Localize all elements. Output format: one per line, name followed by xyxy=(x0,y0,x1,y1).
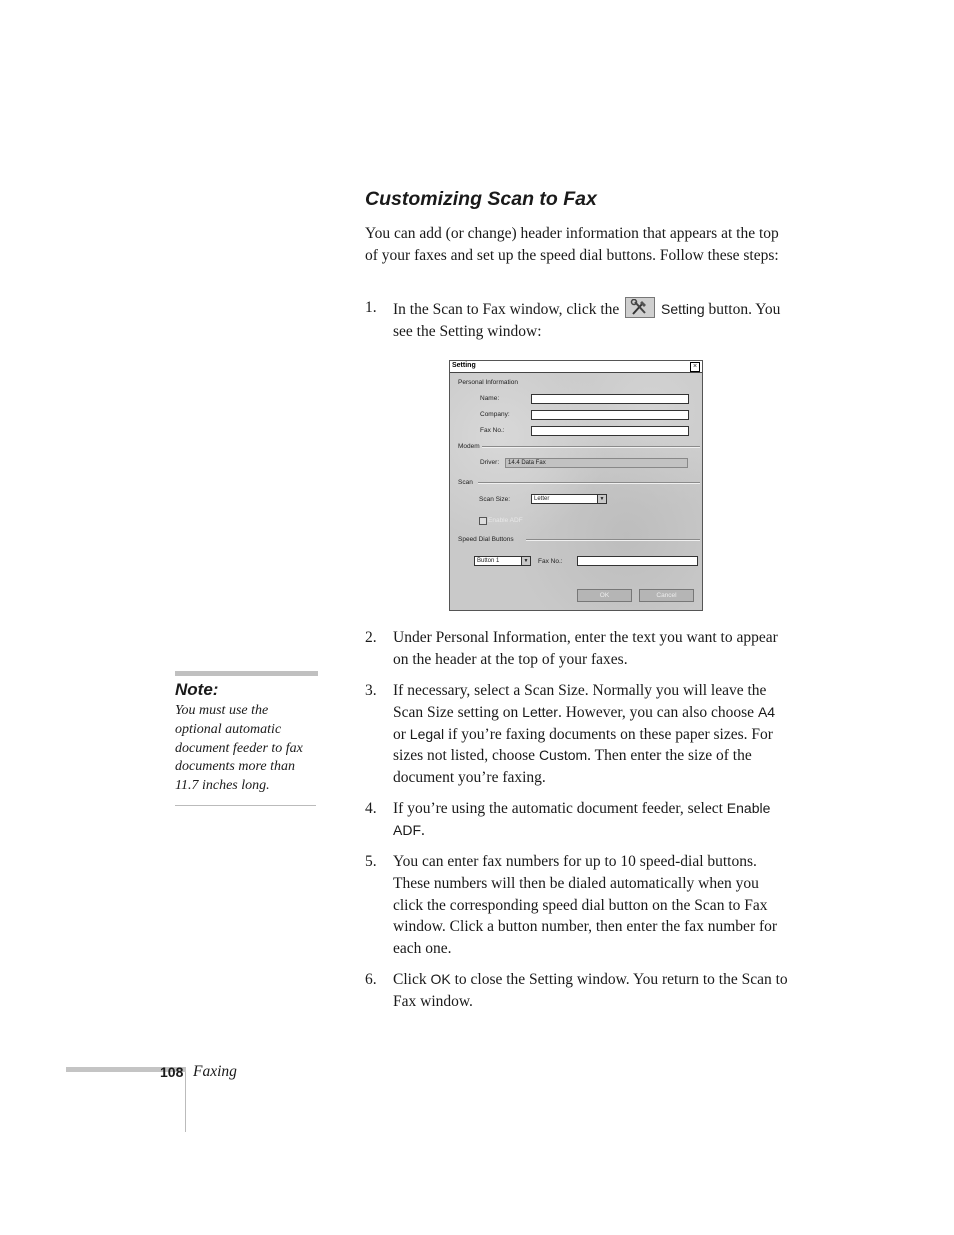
speed-fax-label: Fax No.: xyxy=(538,558,563,565)
dialog-title: Setting xyxy=(452,362,476,369)
ui-term: Setting xyxy=(661,301,705,317)
step-1 xyxy=(365,297,790,343)
step-text: If necessary, select a Scan Size. Normally you will leave the Scan Size setting on xyxy=(393,682,767,721)
step-text: . However, you can also choose xyxy=(557,703,758,721)
step-5 xyxy=(365,851,790,960)
ui-term: Custom xyxy=(538,747,588,764)
enable-adf-label: Enable ADF xyxy=(488,517,523,524)
step-number: 4. xyxy=(365,800,377,817)
scan-size-label: Scan Size: xyxy=(479,496,511,503)
step-number: 6. xyxy=(365,971,377,988)
ui-term: OK xyxy=(430,971,451,987)
personal-info-label: Personal Information xyxy=(458,379,518,386)
ok-button: OK xyxy=(577,589,632,602)
step-text: In the Scan to Fax window, click the xyxy=(393,301,624,318)
step-text: or xyxy=(393,725,410,743)
note-divider xyxy=(175,805,316,806)
enable-adf-checkbox xyxy=(479,517,487,525)
ui-term: A4 xyxy=(757,703,776,720)
step-6 xyxy=(365,969,790,1013)
step-text: Under Personal Information, enter the text you want to appear on the header at the top of your faxes. xyxy=(393,629,778,668)
driver-label: Driver: xyxy=(480,459,500,466)
scan-size-value: Letter xyxy=(534,496,550,502)
note-bar xyxy=(175,671,318,676)
dialog-titlebar xyxy=(450,361,702,373)
step-text: Click xyxy=(393,971,431,988)
section-name: Faxing xyxy=(193,1063,237,1080)
step-4 xyxy=(365,798,790,842)
step-text: to close the Setting window. You return to the Scan to Fax window. xyxy=(393,971,788,1010)
close-icon: × xyxy=(690,362,700,372)
step-number: 1. xyxy=(365,299,377,316)
intro-paragraph: You can add (or change) header information that appears at the top of your faxes and set up the speed dial buttons. Follow these steps: xyxy=(365,225,779,264)
ui-term: Letter xyxy=(522,703,558,720)
step-text: if you’re faxing documents on these paper sizes. For sizes not listed, choose xyxy=(393,725,773,765)
fax-label: Fax No.: xyxy=(480,427,505,434)
modem-label: Modem xyxy=(458,443,480,450)
name-label: Name: xyxy=(480,395,500,402)
note-text: You must use the optional automatic document feeder to fax documents more than 11.7 inches long. xyxy=(175,703,303,794)
step-text: . Then enter the size of the document you’re faxing. xyxy=(393,747,752,787)
divider xyxy=(478,482,700,484)
step-text: If you’re using the automatic document feeder, select xyxy=(393,800,727,817)
section-heading: Customizing Scan to Fax xyxy=(365,188,597,210)
cancel-button: Cancel xyxy=(639,589,694,602)
setting-dialog-screenshot xyxy=(449,360,703,611)
chevron-down-icon: ▼ xyxy=(521,557,530,565)
note-title: Note: xyxy=(175,680,219,699)
company-field xyxy=(531,410,689,420)
chevron-down-icon: ▼ xyxy=(597,495,606,503)
speed-fax-field xyxy=(577,556,698,566)
divider xyxy=(526,539,700,541)
speed-dial-label: Speed Dial Buttons xyxy=(458,536,514,543)
page-number: 108 xyxy=(160,1064,184,1080)
tools-icon xyxy=(625,297,655,318)
driver-field: 14.4 Data Fax xyxy=(505,458,688,468)
step-text: You can enter fax numbers for up to 10 speed-dial buttons. These numbers will then be dialed automatically when you click the corresponding speed dial button on the Scan to Fax window. Click a button number, then enter the fax number for each one. xyxy=(393,853,778,958)
step-text: . xyxy=(421,821,425,839)
speed-button-value: Button 1 xyxy=(477,558,500,564)
scan-label: Scan xyxy=(458,479,473,486)
name-field xyxy=(531,394,689,404)
divider xyxy=(482,446,700,448)
step-number: 5. xyxy=(365,853,377,870)
footer-divider xyxy=(185,1072,186,1132)
step-number: 2. xyxy=(365,629,377,646)
speed-button-select xyxy=(474,556,531,566)
ui-term: Enable ADF xyxy=(393,800,771,838)
scan-size-select xyxy=(531,494,607,504)
step-text: button. You see the Setting window: xyxy=(393,301,781,340)
step-2 xyxy=(365,627,790,671)
step-3 xyxy=(365,680,790,789)
fax-field xyxy=(531,426,689,436)
company-label: Company: xyxy=(480,411,510,418)
step-number: 3. xyxy=(365,682,377,699)
ui-term: Legal xyxy=(409,725,445,742)
